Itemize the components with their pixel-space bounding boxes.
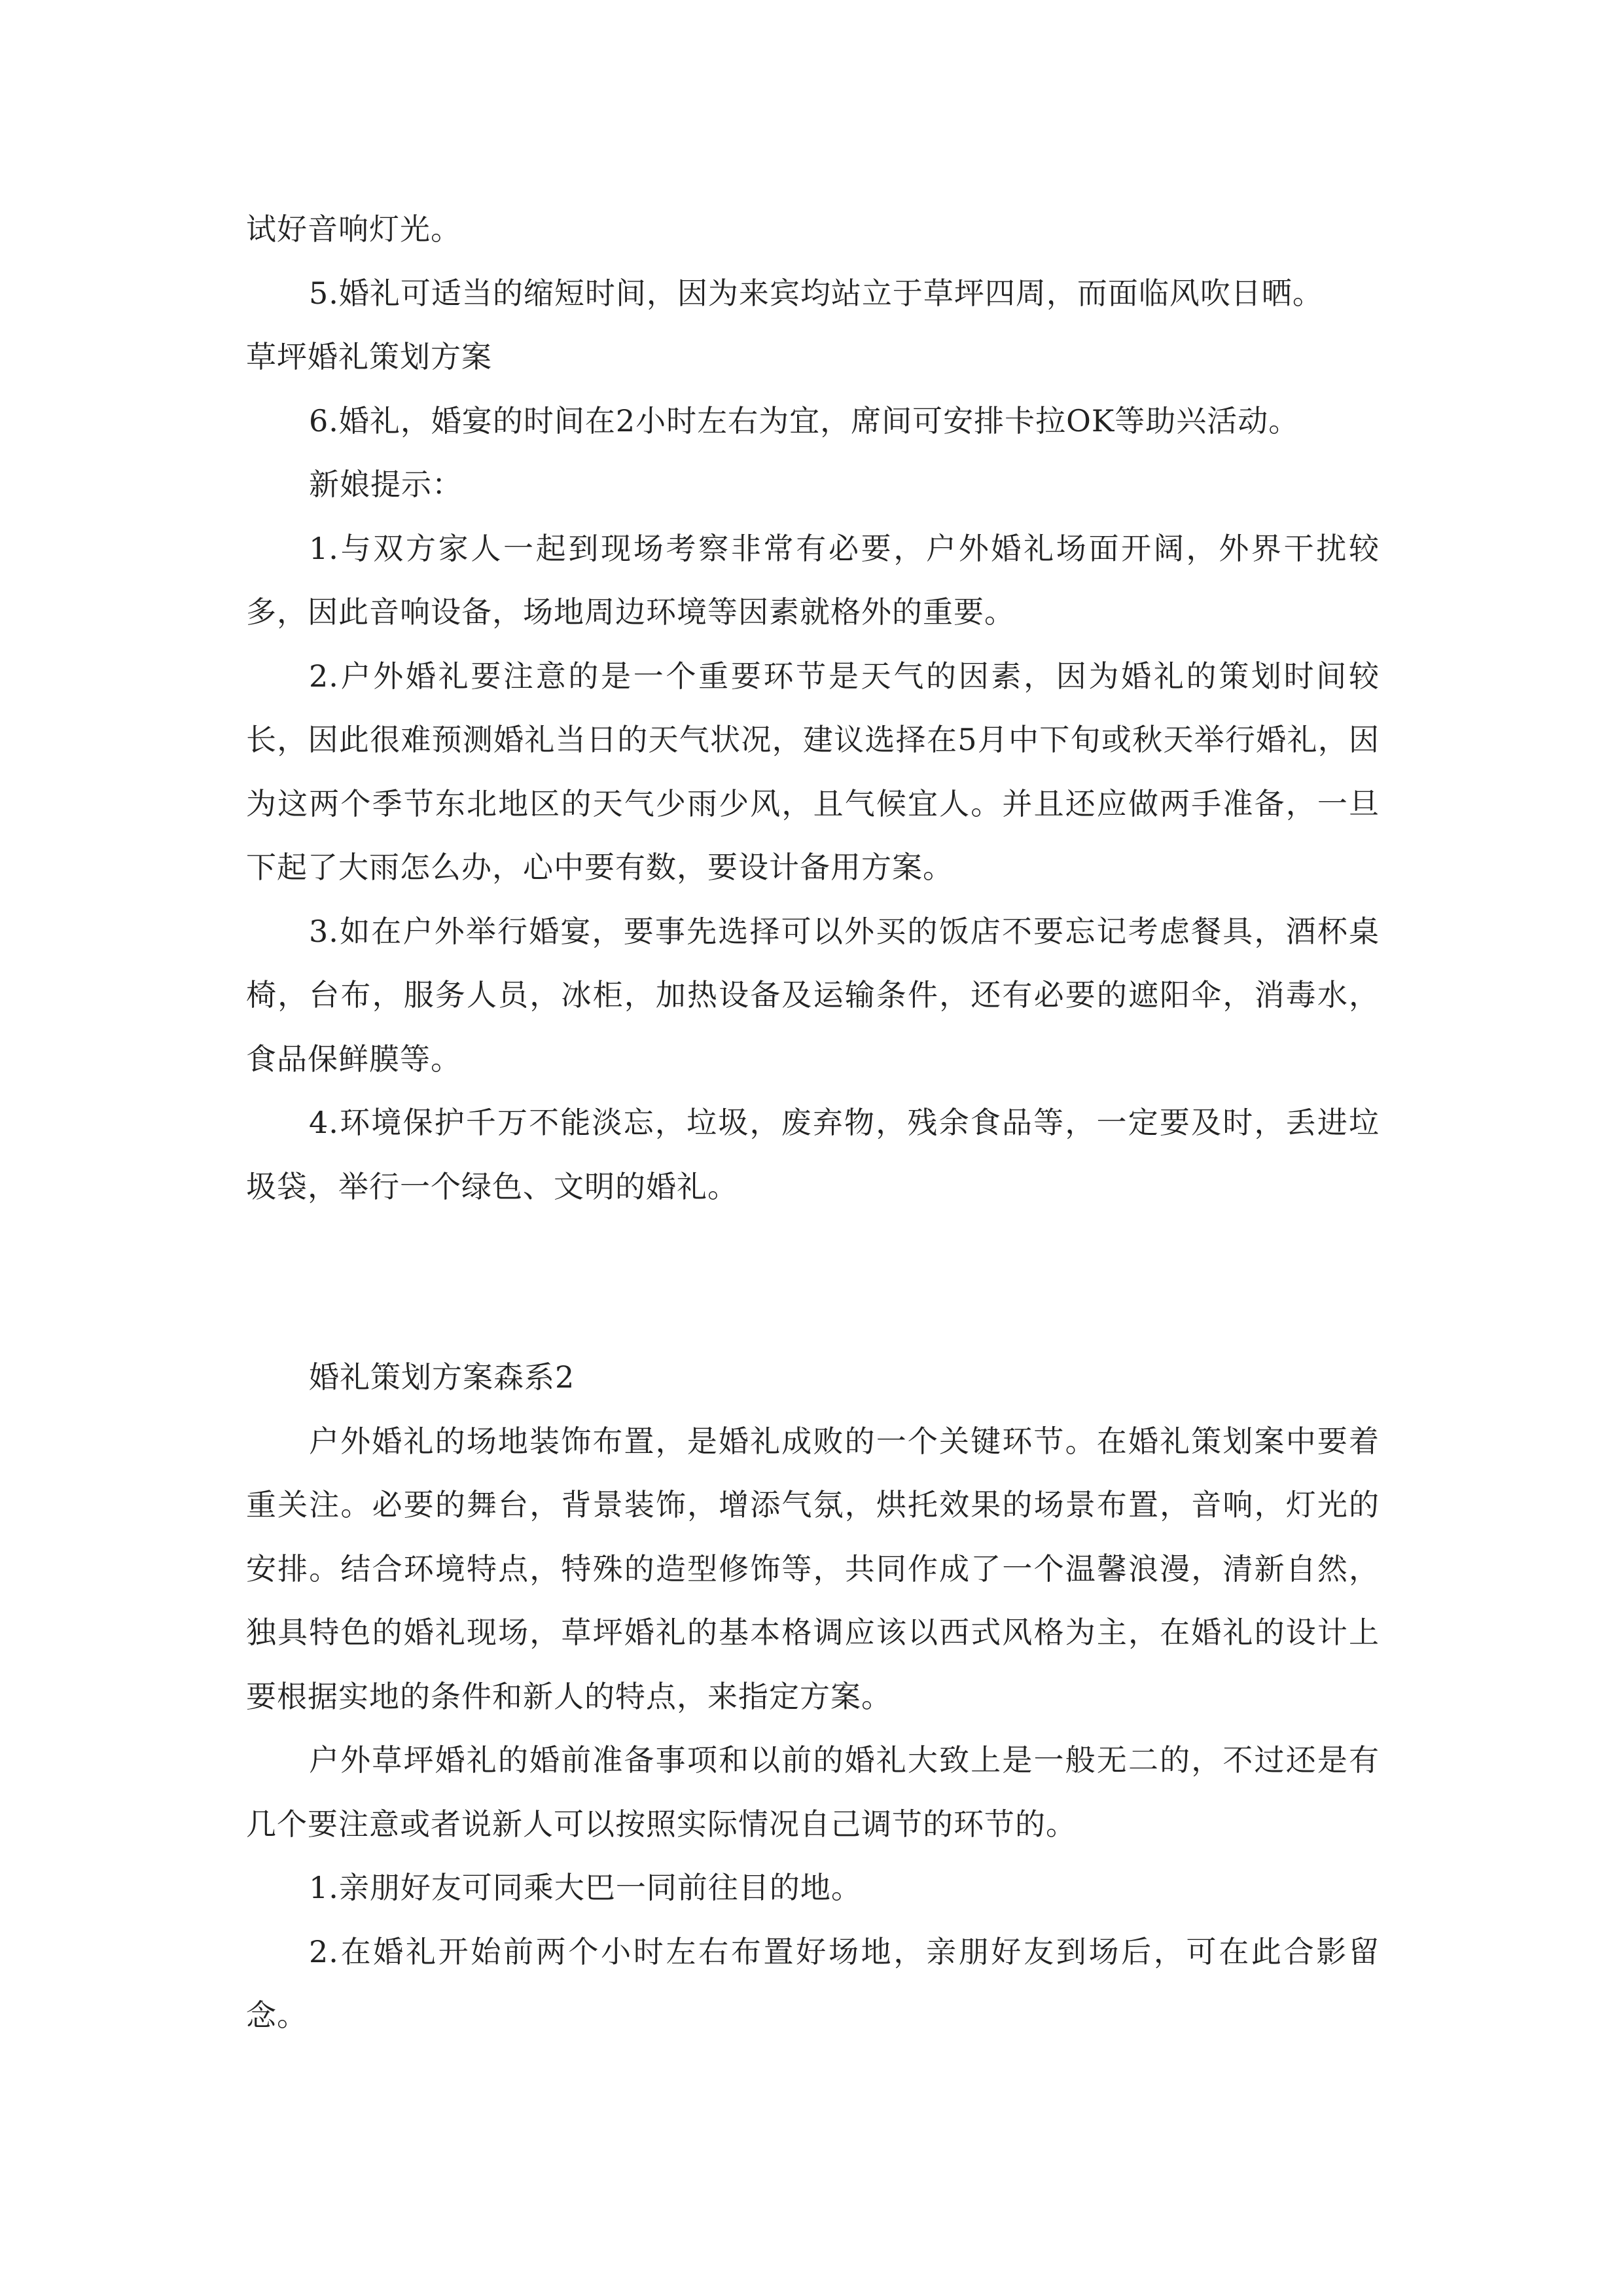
paragraph-heading: 草坪婚礼策划方案: [246, 339, 492, 374]
paragraph: 5.婚礼可适当的缩短时间，因为来宾均站立于草坪四周，而面临风吹日晒。: [309, 275, 1323, 311]
document-section-2: [246, 1346, 1380, 2048]
document-section-1: [246, 198, 1380, 1219]
paragraph: 2.户外婚礼要注意的是一个重要环节是天气的因素，因为婚礼的策划时间较长，因此很难预测婚礼当日的天气状况，建议选择在5月中下旬或秋天举行婚礼，因为这两个季节东北地区的天气少雨少风，且气候宜人。并且还应做两手准备，一旦下起了大雨怎么办，心中要有数，要设计备用方案。: [246, 658, 1380, 885]
paragraph: 户外婚礼的场地装饰布置，是婚礼成败的一个关键环节。在婚礼策划案中要着重关注。必要的舞台，背景装饰，增添气氛，烘托效果的场景布置，音响，灯光的安排。结合环境特点，特殊的造型修饰等，共同作成了一个温馨浪漫，清新自然，独具特色的婚礼现场，草坪婚礼的基本格调应该以西式风格为主，在婚礼的设计上要根据实地的条件和新人的特点，来指定方案。: [246, 1423, 1380, 1714]
paragraph: 户外草坪婚礼的婚前准备事项和以前的婚礼大致上是一般无二的，不过还是有几个要注意或者说新人可以按照实际情况自己调节的环节的。: [246, 1742, 1380, 1842]
paragraph: 4.环境保护千万不能淡忘，垃圾，废弃物，残余食品等，一定要及时，丢进垃圾袋，举行一个绿色、文明的婚礼。: [246, 1105, 1380, 1204]
paragraph: 6.婚礼，婚宴的时间在2小时左右为宜，席间可安排卡拉OK等助兴活动。: [309, 403, 1300, 439]
paragraph: 试好音响灯光。: [246, 211, 461, 247]
paragraph: 1.与双方家人一起到现场考察非常有必要，户外婚礼场面开阔，外界干扰较多，因此音响设备，场地周边环境等因素就格外的重要。: [246, 530, 1380, 630]
paragraph: 新娘提示：: [309, 467, 463, 502]
section-title: 婚礼策划方案森系2: [309, 1359, 575, 1395]
paragraph: 2.在婚礼开始前两个小时左右布置好场地，亲朋好友到场后，可在此合影留念。: [246, 1933, 1380, 2033]
paragraph: 3.如在户外举行婚宴，要事先选择可以外买的饭店不要忘记考虑餐具，酒杯桌椅，台布，服务人员，冰柜，加热设备及运输条件，还有必要的遮阳伞，消毒水，食品保鲜膜等。: [246, 913, 1380, 1077]
paragraph: 1.亲朋好友可同乘大巴一同前往目的地。: [309, 1870, 862, 1905]
